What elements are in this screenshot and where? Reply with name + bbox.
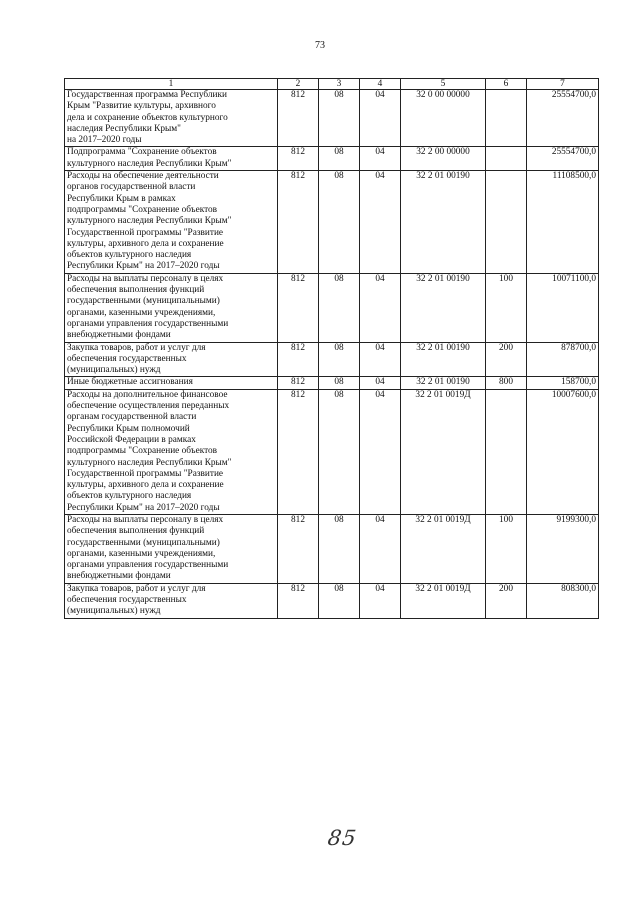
table-row [65,583,599,618]
column-header: 2 [278,79,319,90]
target-article-cell: 32 2 00 00000 [401,147,486,171]
amount-cell: 25554700,0 [527,147,599,171]
section-code-cell: 08 [319,171,360,274]
table-row [65,147,599,171]
table-row [65,389,599,514]
amount-cell: 10007600,0 [527,389,599,514]
table-body [65,90,599,619]
target-article-cell: 32 2 01 00190 [401,377,486,389]
amount-cell: 10071100,0 [527,273,599,342]
subsection-code-cell: 04 [360,514,401,583]
ministry-code-cell: 812 [278,377,319,389]
table-row [65,171,599,274]
page-number: 73 [315,40,325,51]
target-article-cell: 32 2 01 00190 [401,342,486,377]
amount-cell: 878700,0 [527,342,599,377]
subsection-code-cell: 04 [360,273,401,342]
target-article-cell: 32 2 01 0019Д [401,514,486,583]
table-row [65,514,599,583]
ministry-code-cell: 812 [278,342,319,377]
expense-name-cell: Государственная программа Республики Крым "Развитие культуры, архивного дела и сохранение объектов культурного наследия Республики Крым" на 2017–2020 годы [65,90,278,147]
expense-name-cell: Расходы на обеспечение деятельности органов государственной власти Республики Крым в рамках подпрограммы "Сохранение объектов культурного наследия Республики Крым" Государственной программы "Развитие культуры, архивного дела и сохранение объектов культурного наследия Республики Крым" на 2017–2020 годы [65,171,278,274]
table-header-row [65,79,599,90]
expense-name-cell: Подпрограмма "Сохранение объектов культурного наследия Республики Крым" [65,147,278,171]
section-code-cell: 08 [319,389,360,514]
expense-type-cell [486,389,527,514]
section-code-cell: 08 [319,90,360,147]
ministry-code-cell: 812 [278,583,319,618]
amount-cell: 158700,0 [527,377,599,389]
expense-type-cell: 200 [486,342,527,377]
amount-cell: 25554700,0 [527,90,599,147]
column-header: 4 [360,79,401,90]
expense-type-cell: 100 [486,273,527,342]
column-header: 1 [65,79,278,90]
expense-name-cell: Закупка товаров, работ и услуг для обеспечения государственных (муниципальных) нужд [65,583,278,618]
section-code-cell: 08 [319,377,360,389]
subsection-code-cell: 04 [360,583,401,618]
ministry-code-cell: 812 [278,273,319,342]
section-code-cell: 08 [319,273,360,342]
column-header: 3 [319,79,360,90]
expense-type-cell [486,147,527,171]
expense-name-cell: Расходы на дополнительное финансовое обеспечение осуществления переданных органам государственной власти Республики Крым полномочий Российской Федерации в рамках подпрограммы "Сохранение объектов культурного наследия Республики Крым" Государственной программы "Развитие культуры, архивного дела и сохранение объектов культурного наследия Республики Крым" на 2017–2020 годы [65,389,278,514]
ministry-code-cell: 812 [278,389,319,514]
handwritten-page-number: 85 [326,826,359,850]
section-code-cell: 08 [319,583,360,618]
column-header: 6 [486,79,527,90]
target-article-cell: 32 2 01 00190 [401,171,486,274]
target-article-cell: 32 2 01 0019Д [401,389,486,514]
amount-cell: 11108500,0 [527,171,599,274]
expense-name-cell: Закупка товаров, работ и услуг для обеспечения государственных (муниципальных) нужд [65,342,278,377]
section-code-cell: 08 [319,342,360,377]
subsection-code-cell: 04 [360,377,401,389]
subsection-code-cell: 04 [360,147,401,171]
ministry-code-cell: 812 [278,147,319,171]
table-row [65,273,599,342]
subsection-code-cell: 04 [360,171,401,274]
ministry-code-cell: 812 [278,90,319,147]
target-article-cell: 32 2 01 00190 [401,273,486,342]
column-header: 7 [527,79,599,90]
table-row [65,342,599,377]
section-code-cell: 08 [319,147,360,171]
expense-type-cell [486,90,527,147]
expense-type-cell: 100 [486,514,527,583]
target-article-cell: 32 0 00 00000 [401,90,486,147]
table-row [65,377,599,389]
expense-name-cell: Расходы на выплаты персоналу в целях обеспечения выполнения функций государственными (муниципальными) органами, казенными учреждениями, органами управления государственными внебюджетными фондами [65,514,278,583]
expense-name-cell: Иные бюджетные ассигнования [65,377,278,389]
expense-type-cell: 200 [486,583,527,618]
table-row [65,90,599,147]
ministry-code-cell: 812 [278,171,319,274]
expense-type-cell [486,171,527,274]
subsection-code-cell: 04 [360,342,401,377]
ministry-code-cell: 812 [278,514,319,583]
amount-cell: 808300,0 [527,583,599,618]
section-code-cell: 08 [319,514,360,583]
amount-cell: 9199300,0 [527,514,599,583]
target-article-cell: 32 2 01 0019Д [401,583,486,618]
expense-name-cell: Расходы на выплаты персоналу в целях обеспечения выполнения функций государственными (муниципальными) органами, казенными учреждениями, органами управления государственными внебюджетными фондами [65,273,278,342]
column-header: 5 [401,79,486,90]
budget-table [64,78,599,619]
subsection-code-cell: 04 [360,389,401,514]
subsection-code-cell: 04 [360,90,401,147]
expense-type-cell: 800 [486,377,527,389]
